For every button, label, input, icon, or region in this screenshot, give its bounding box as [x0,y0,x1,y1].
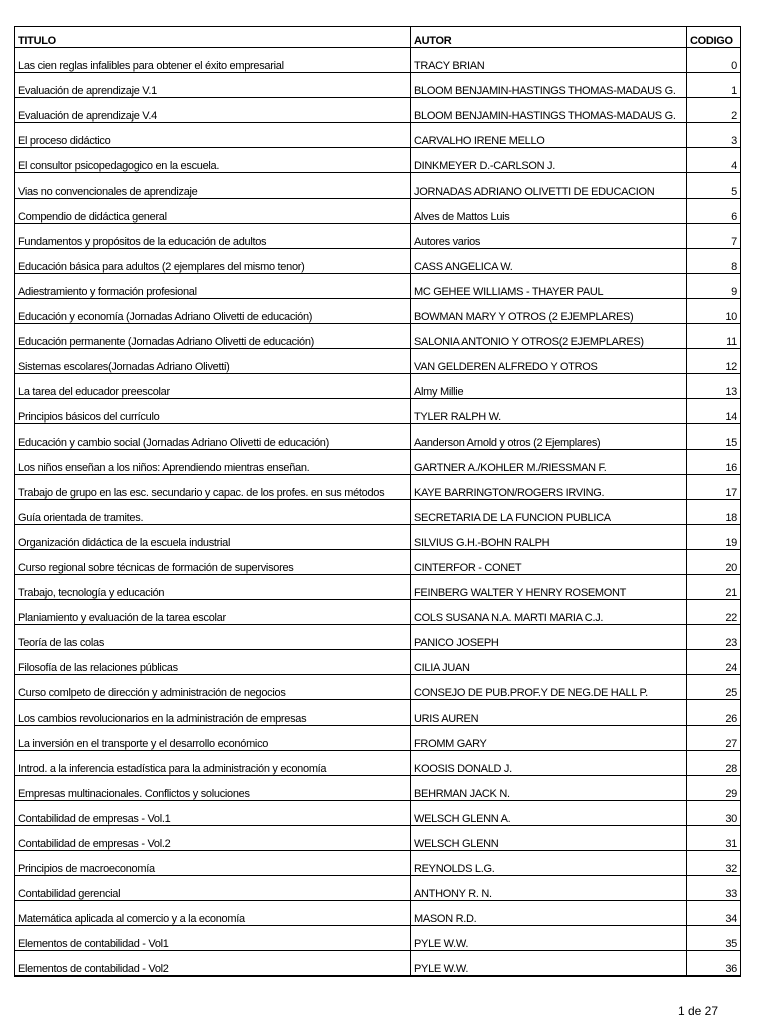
cell-titulo: Filosofía de las relaciones públicas [15,650,411,675]
header-codigo: CODIGO [687,27,741,48]
cell-autor: FEINBERG WALTER Y HENRY ROSEMONT [411,574,687,599]
cell-autor: URIS AUREN [411,700,687,725]
cell-codigo: 12 [687,349,741,374]
cell-codigo: 29 [687,775,741,800]
cell-codigo: 32 [687,851,741,876]
cell-autor: PYLE W.W. [411,926,687,951]
cell-autor: COLS SUSANA N.A. MARTI MARIA C.J. [411,600,687,625]
cell-codigo: 30 [687,800,741,825]
cell-autor: CASS ANGELICA W. [411,248,687,273]
cell-codigo: 21 [687,574,741,599]
cell-codigo: 35 [687,926,741,951]
header-autor: AUTOR [411,27,687,48]
cell-autor: BLOOM BENJAMIN-HASTINGS THOMAS-MADAUS G. [411,73,687,98]
table-row [15,399,741,424]
cell-autor: BOWMAN MARY Y OTROS (2 EJEMPLARES) [411,298,687,323]
cell-autor: CONSEJO DE PUB.PROF.Y DE NEG.DE HALL P. [411,675,687,700]
table-row [15,851,741,876]
cell-autor: KAYE BARRINGTON/ROGERS IRVING. [411,474,687,499]
cell-titulo: Vias no convencionales de aprendizaje [15,173,411,198]
cell-autor: Alves de Mattos Luis [411,198,687,223]
cell-titulo: La inversión en el transporte y el desarrollo económico [15,725,411,750]
cell-codigo: 2 [687,98,741,123]
table-row [15,449,741,474]
cell-autor: ANTHONY R. N. [411,876,687,901]
cell-codigo: 1 [687,73,741,98]
cell-autor: TYLER RALPH W. [411,399,687,424]
cell-autor: PANICO JOSEPH [411,625,687,650]
cell-codigo: 36 [687,951,741,977]
cell-autor: KOOSIS DONALD J. [411,750,687,775]
cell-titulo: Curso comlpeto de dirección y administración de negocios [15,675,411,700]
cell-codigo: 11 [687,324,741,349]
cell-autor: CILIA JUAN [411,650,687,675]
cell-titulo: Contabilidad gerencial [15,876,411,901]
cell-titulo: Educación y economía (Jornadas Adriano Olivetti de educación) [15,298,411,323]
table-row [15,800,741,825]
table-row [15,48,741,73]
table-body [15,48,741,977]
cell-autor: BLOOM BENJAMIN-HASTINGS THOMAS-MADAUS G. [411,98,687,123]
cell-codigo: 14 [687,399,741,424]
table-row [15,298,741,323]
cell-codigo: 6 [687,198,741,223]
cell-codigo: 31 [687,825,741,850]
cell-codigo: 8 [687,248,741,273]
table-row [15,524,741,549]
cell-autor: WELSCH GLENN A. [411,800,687,825]
cell-codigo: 26 [687,700,741,725]
table-row [15,98,741,123]
cell-titulo: Principios básicos del currículo [15,399,411,424]
cell-autor: CARVALHO IRENE MELLO [411,123,687,148]
table-row [15,374,741,399]
cell-codigo: 24 [687,650,741,675]
table-row [15,499,741,524]
cell-autor: JORNADAS ADRIANO OLIVETTI DE EDUCACION [411,173,687,198]
cell-titulo: Principios de macroeconomía [15,851,411,876]
cell-titulo: Organización didáctica de la escuela industrial [15,524,411,549]
cell-titulo: Las cien reglas infalibles para obtener el éxito empresarial [15,48,411,73]
cell-autor: DINKMEYER D.-CARLSON J. [411,148,687,173]
cell-codigo: 19 [687,524,741,549]
table-row [15,700,741,725]
header-row [15,27,741,48]
cell-autor: Almy Millie [411,374,687,399]
cell-codigo: 34 [687,901,741,926]
table-row [15,324,741,349]
table-row [15,775,741,800]
cell-codigo: 13 [687,374,741,399]
cell-codigo: 27 [687,725,741,750]
cell-autor: GARTNER A./KOHLER M./RIESSMAN F. [411,449,687,474]
cell-codigo: 7 [687,223,741,248]
cell-autor: Autores varios [411,223,687,248]
cell-titulo: Elementos de contabilidad - Vol2 [15,951,411,977]
table-row [15,123,741,148]
cell-titulo: La tarea del educador preescolar [15,374,411,399]
cell-codigo: 22 [687,600,741,625]
cell-codigo: 23 [687,625,741,650]
cell-autor: CINTERFOR - CONET [411,549,687,574]
table-header [15,27,741,48]
cell-titulo: Elementos de contabilidad - Vol1 [15,926,411,951]
page-number: 1 de 27 [677,1004,718,1018]
cell-titulo: Compendio de didáctica general [15,198,411,223]
cell-autor: SECRETARIA DE LA FUNCION PUBLICA [411,499,687,524]
cell-codigo: 4 [687,148,741,173]
table-row [15,549,741,574]
cell-titulo: Adiestramiento y formación profesional [15,273,411,298]
table-row [15,248,741,273]
cell-titulo: Los cambios revolucionarios en la administración de empresas [15,700,411,725]
cell-autor: SILVIUS G.H.-BOHN RALPH [411,524,687,549]
cell-autor: WELSCH GLENN [411,825,687,850]
cell-codigo: 28 [687,750,741,775]
cell-codigo: 33 [687,876,741,901]
cell-titulo: Introd. a la inferencia estadística para la administración y economía [15,750,411,775]
cell-titulo: Empresas multinacionales. Conflictos y soluciones [15,775,411,800]
cell-codigo: 0 [687,48,741,73]
table-row [15,273,741,298]
cell-autor: VAN GELDEREN ALFREDO Y OTROS [411,349,687,374]
table-row [15,574,741,599]
cell-codigo: 5 [687,173,741,198]
cell-codigo: 16 [687,449,741,474]
table-row [15,198,741,223]
cell-titulo: Curso regional sobre técnicas de formación de supervisores [15,549,411,574]
table-row [15,73,741,98]
cell-titulo: El consultor psicopedagogico en la escuela. [15,148,411,173]
cell-codigo: 20 [687,549,741,574]
table-row [15,725,741,750]
cell-codigo: 25 [687,675,741,700]
table-row [15,825,741,850]
cell-titulo: Fundamentos y propósitos de la educación de adultos [15,223,411,248]
cell-titulo: Educación y cambio social (Jornadas Adriano Olivetti de educación) [15,424,411,449]
table-row [15,424,741,449]
table-row [15,750,741,775]
cell-autor: REYNOLDS L.G. [411,851,687,876]
cell-autor: Aanderson Arnold y otros (2 Ejemplares) [411,424,687,449]
cell-titulo: Trabajo de grupo en las esc. secundario y capac. de los profes. en sus métodos [15,474,411,499]
header-titulo: TITULO [15,27,411,48]
table-row [15,600,741,625]
cell-autor: FROMM GARY [411,725,687,750]
cell-titulo: Contabilidad de empresas - Vol.2 [15,825,411,850]
table-row [15,901,741,926]
cell-titulo: Trabajo, tecnología y educación [15,574,411,599]
cell-autor: BEHRMAN JACK N. [411,775,687,800]
cell-titulo: Matemática aplicada al comercio y a la economía [15,901,411,926]
cell-codigo: 9 [687,273,741,298]
cell-codigo: 15 [687,424,741,449]
book-catalog-table [14,26,741,977]
cell-titulo: Planiamiento y evaluación de la tarea escolar [15,600,411,625]
cell-autor: TRACY BRIAN [411,48,687,73]
cell-titulo: Educación básica para adultos (2 ejemplares del mismo tenor) [15,248,411,273]
table-row [15,223,741,248]
cell-codigo: 17 [687,474,741,499]
table-row [15,926,741,951]
cell-autor: PYLE W.W. [411,951,687,977]
cell-codigo: 3 [687,123,741,148]
table-row [15,951,741,977]
table-row [15,474,741,499]
cell-titulo: Contabilidad de empresas - Vol.1 [15,800,411,825]
table-row [15,349,741,374]
table-row [15,625,741,650]
table-row [15,675,741,700]
cell-titulo: Educación permanente (Jornadas Adriano Olivetti de educación) [15,324,411,349]
table-row [15,173,741,198]
cell-titulo: Evaluación de aprendizaje V.1 [15,73,411,98]
cell-titulo: Los niños enseñan a los niños: Aprendiendo mientras enseñan. [15,449,411,474]
cell-codigo: 18 [687,499,741,524]
table-row [15,650,741,675]
cell-autor: SALONIA ANTONIO Y OTROS(2 EJEMPLARES) [411,324,687,349]
table-row [15,148,741,173]
cell-titulo: Guía orientada de tramites. [15,499,411,524]
table-row [15,876,741,901]
cell-titulo: Teoría de las colas [15,625,411,650]
cell-titulo: El proceso didáctico [15,123,411,148]
cell-autor: MASON R.D. [411,901,687,926]
cell-titulo: Sistemas escolares(Jornadas Adriano Olivetti) [15,349,411,374]
cell-autor: MC GEHEE WILLIAMS - THAYER PAUL [411,273,687,298]
cell-codigo: 10 [687,298,741,323]
cell-titulo: Evaluación de aprendizaje V.4 [15,98,411,123]
